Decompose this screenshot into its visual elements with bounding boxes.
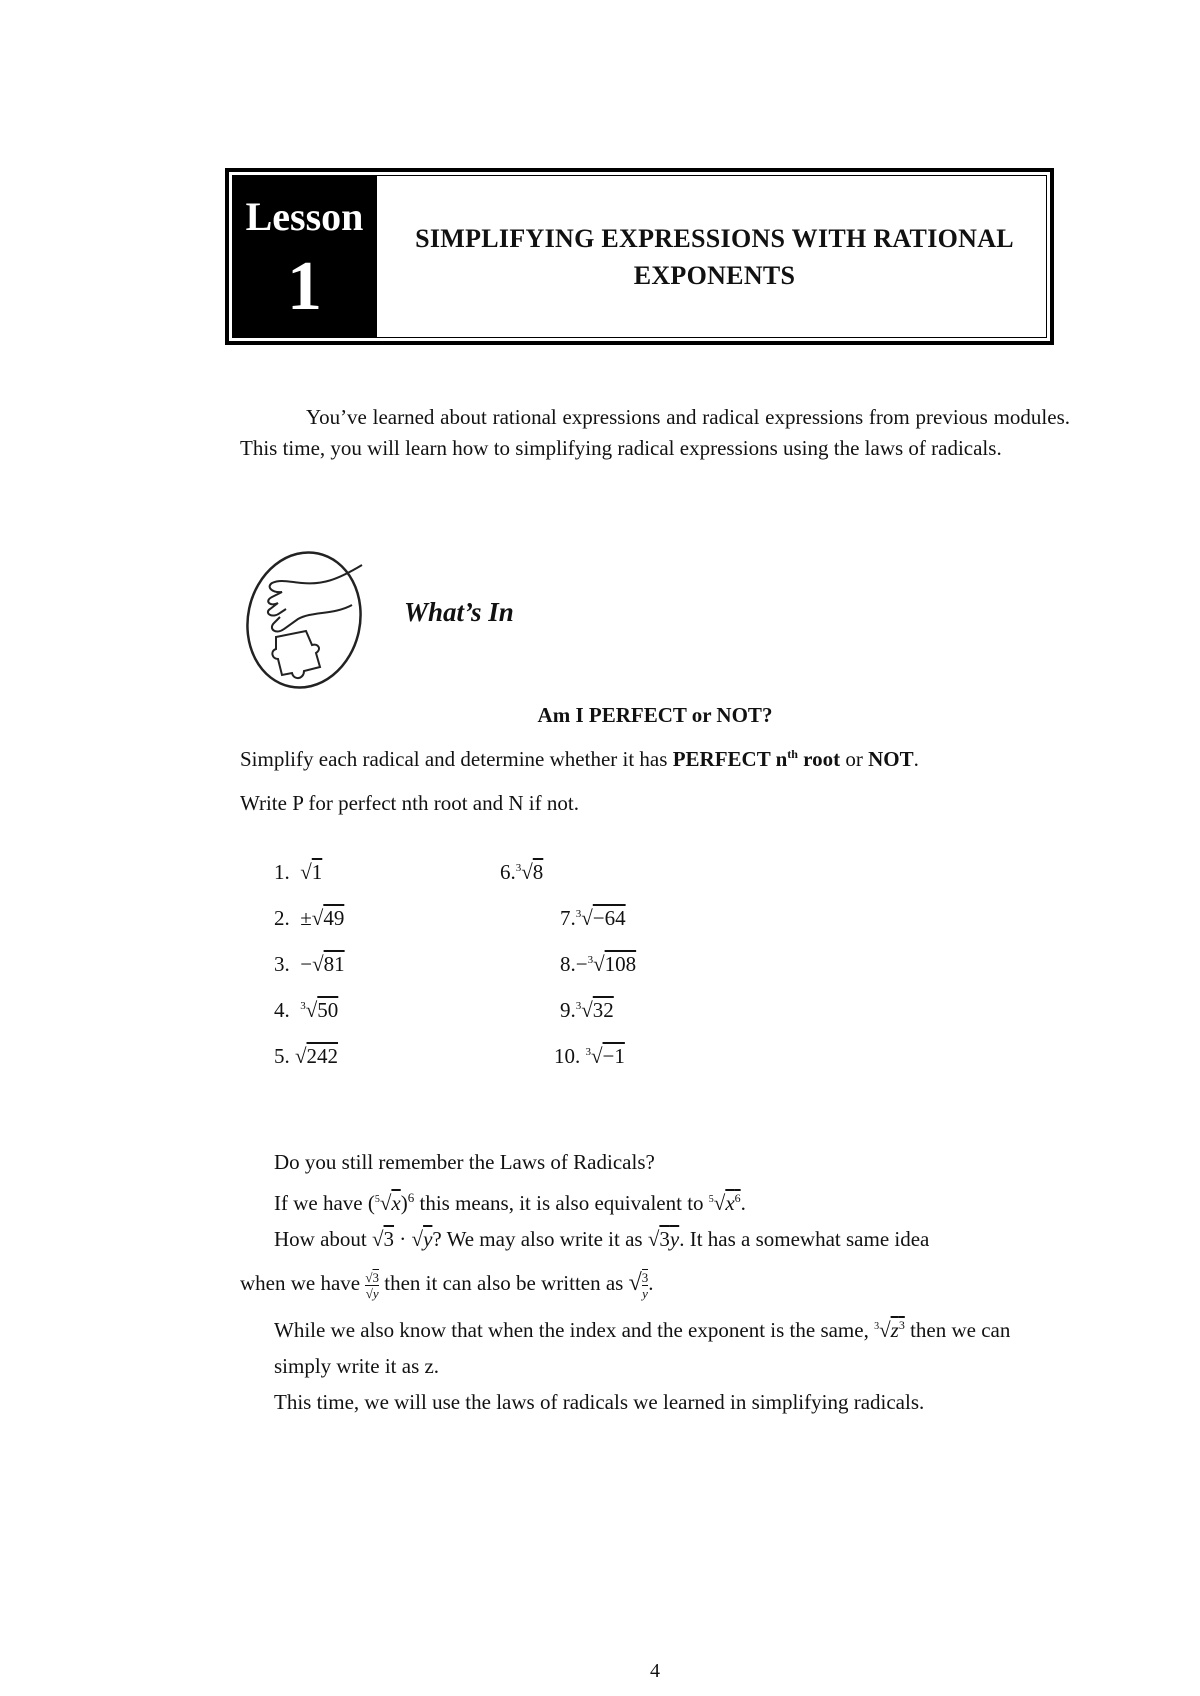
- list-item: 9.$^3$√32: [560, 998, 614, 1022]
- laws-line: While we also know that when the index and the exponent is the same, $^3√z^3$ then we can simply write it as z.: [274, 1318, 1011, 1379]
- intro-paragraph: You’ve learned about rational expressions and radical expressions from previous modules. This time, you will learn how to simplifying radical expressions using the laws of radicals.: [240, 405, 1070, 460]
- list-item: 4. $^3$√50: [274, 998, 339, 1022]
- laws-line: This time, we will use the laws of radicals we learned in simplifying radicals.: [274, 1390, 925, 1415]
- laws-line: If we have $(^5√x)^6$ this means, it is also equivalent to $^5√x^6$.: [274, 1190, 746, 1215]
- page-number: 4: [650, 1660, 660, 1682]
- list-item: 5. √242: [274, 1044, 339, 1068]
- lesson-label: Lesson: [245, 194, 364, 239]
- instruction-sup: th: [787, 747, 798, 761]
- math-expression: √: [628, 1270, 642, 1296]
- section-title-whats-in: What’s In: [404, 597, 514, 627]
- list-item: 1. √1: [274, 860, 323, 884]
- math-expression: √3 · √y: [372, 1227, 433, 1251]
- list-item: 6.$^3$√8: [500, 860, 544, 884]
- instruction-bold: NOT: [868, 747, 914, 771]
- list-item: 3. −√81: [274, 952, 345, 976]
- laws-paragraph: [240, 1144, 1070, 1420]
- instruction-line-2: Write P for perfect nth root and N if not.: [240, 791, 579, 815]
- instruction-text: Simplify each radical and determine whether it has: [240, 747, 673, 771]
- math-expression: $\frac{3}{y}$: [641, 1270, 649, 1302]
- list-item: 7.$^3$√−64: [560, 906, 626, 930]
- lesson-title: SIMPLIFYING EXPRESSIONS WITH RATIONAL EXPONENTS: [415, 224, 1014, 290]
- math-expression: $^5√x^6$.: [708, 1191, 746, 1215]
- instruction-bold: root: [797, 747, 841, 771]
- instruction-line-1: [240, 747, 919, 772]
- math-expression: $^3√z^3$: [874, 1318, 905, 1343]
- math-expression: $\frac{√3}{√y}$: [365, 1269, 380, 1301]
- instruction-bold: PERFECT n: [672, 747, 788, 771]
- list-item: 8.−$^3$√108: [560, 952, 637, 976]
- activity-title: Am I PERFECT or NOT?: [537, 703, 773, 727]
- laws-line: when we have $\frac{√3}{√y}$ then it can also be written as √ $\frac{3}{y}$ .: [240, 1269, 654, 1302]
- lesson-badge: [232, 175, 377, 338]
- laws-line: Do you still remember the Laws of Radicals?: [274, 1150, 655, 1174]
- math-expression: √3y: [647, 1227, 680, 1251]
- instruction-text: or: [840, 747, 869, 771]
- instruction-text: .: [913, 747, 919, 771]
- lesson-header: [225, 168, 1054, 345]
- lesson-number: 1: [287, 248, 322, 325]
- math-expression: $(^5√x)^6$: [367, 1190, 415, 1215]
- hand-puzzle-icon: [242, 545, 372, 695]
- list-item: 10. $^3$√−1: [554, 1044, 625, 1068]
- laws-line: How about √3 · √y? We may also write it as √3y. It has a somewhat same idea: [274, 1227, 930, 1251]
- list-item: 2. ±√49: [274, 906, 345, 930]
